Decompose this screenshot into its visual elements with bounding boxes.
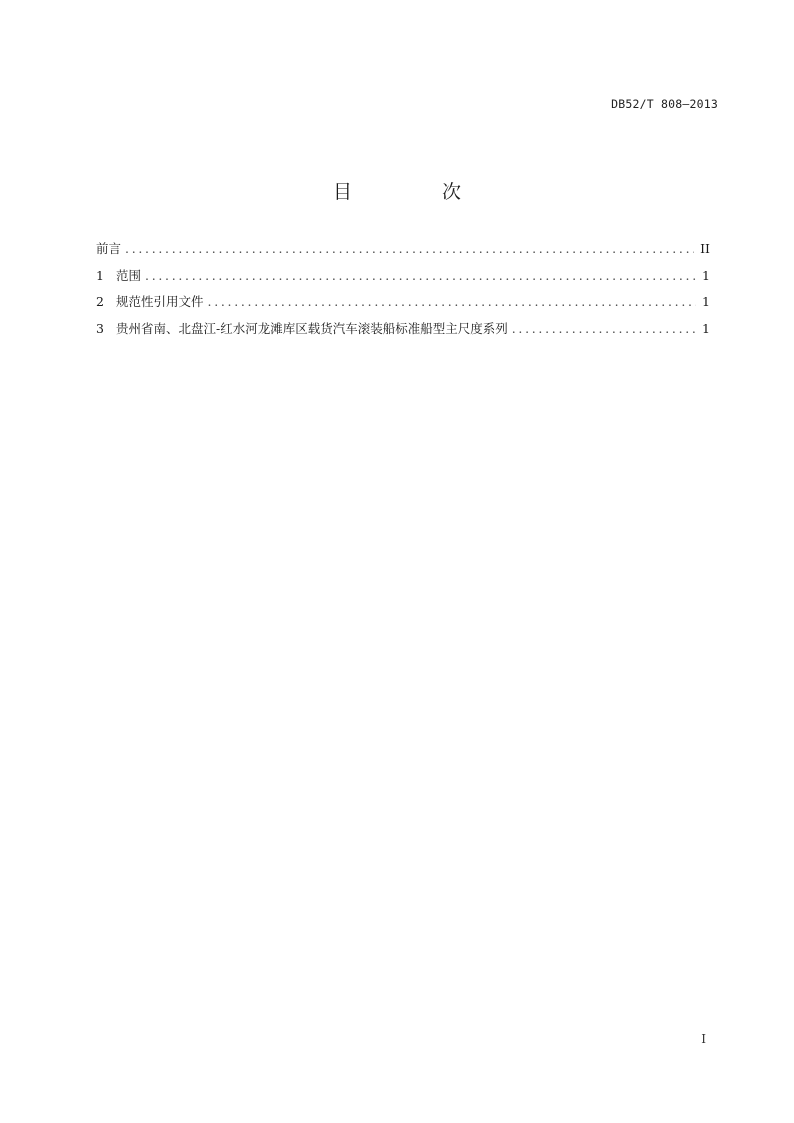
toc-entry-page: II	[700, 241, 710, 256]
toc-entry-page: 1	[702, 320, 710, 336]
toc-title: 目 次	[332, 181, 504, 203]
toc-entry-normative-references[interactable]	[96, 293, 710, 320]
toc-dot-leader	[145, 267, 696, 285]
table-of-contents	[96, 240, 710, 346]
toc-entry-number: 1	[96, 267, 104, 283]
toc-entry-text: 规范性引用文件	[116, 294, 204, 309]
toc-entry-text: 范围	[116, 267, 142, 283]
toc-entry-ship-dimensions[interactable]	[96, 320, 710, 347]
toc-dot-leader	[125, 240, 694, 258]
toc-entry-scope[interactable]	[96, 267, 710, 294]
toc-entry-number: 2	[96, 294, 104, 309]
toc-entry-page: 1	[702, 267, 710, 283]
toc-entry-text: 贵州省南、北盘江-红水河龙滩库区载货汽车滚装船标准船型主尺度系列	[116, 320, 508, 336]
toc-dot-leader	[512, 320, 696, 338]
toc-entry-text: 前言	[96, 241, 122, 256]
document-code: DB52/T 808—2013	[611, 97, 718, 111]
toc-dot-leader	[208, 293, 696, 311]
page-number: I	[701, 1032, 706, 1046]
toc-entry-number: 3	[96, 320, 104, 336]
toc-entry-foreword[interactable]	[96, 240, 710, 267]
toc-entry-page: 1	[702, 294, 710, 309]
